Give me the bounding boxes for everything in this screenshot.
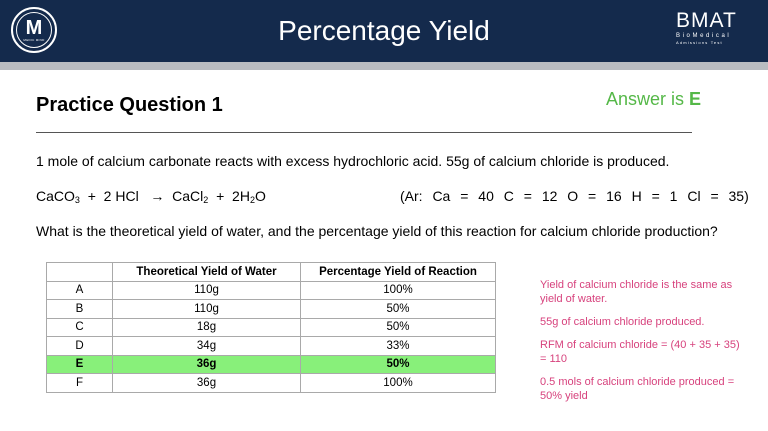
option-letter: D bbox=[47, 337, 113, 356]
percentage-yield: 50% bbox=[301, 318, 496, 337]
option-letter: E bbox=[47, 355, 113, 374]
atomic-masses: (Ar: Ca = 40 C = 12 O = 16 H = 1 Cl = 35) bbox=[400, 188, 749, 204]
theoretical-yield: 34g bbox=[113, 337, 301, 356]
product-1: CaCl$_2$ bbox=[172, 188, 209, 205]
table-header-row bbox=[47, 263, 496, 282]
plus-sign: + bbox=[216, 188, 225, 204]
table-row bbox=[47, 337, 496, 356]
option-letter: A bbox=[47, 281, 113, 300]
table-row-correct-answer bbox=[47, 355, 496, 374]
question-prompt: What is the theoretical yield of water, and the percentage yield of this reaction for calcium chloride production? bbox=[36, 223, 718, 239]
note-item: Yield of calcium chloride is the same as yield of water. bbox=[540, 279, 733, 305]
theoretical-yield: 36g bbox=[113, 374, 301, 393]
column-header: Theoretical Yield of Water bbox=[113, 263, 301, 282]
theoretical-yield: 18g bbox=[113, 318, 301, 337]
table-row bbox=[47, 281, 496, 300]
product-2: $2H_2O$ bbox=[232, 188, 266, 205]
column-header: Percentage Yield of Reaction bbox=[301, 263, 496, 282]
table-row bbox=[47, 318, 496, 337]
option-letter: F bbox=[47, 374, 113, 393]
option-letter: C bbox=[47, 318, 113, 337]
percentage-yield: 50% bbox=[301, 355, 496, 374]
table-row bbox=[47, 300, 496, 319]
answer-prefix: Answer is bbox=[606, 89, 685, 109]
column-header bbox=[47, 263, 113, 282]
percentage-yield: 100% bbox=[301, 374, 496, 393]
bmat-logo-main: BMAT bbox=[676, 9, 737, 32]
note-item: RFM of calcium chloride = (40 + 35 + 35) = 110 bbox=[540, 339, 740, 365]
table-row bbox=[47, 374, 496, 393]
title-divider bbox=[36, 132, 692, 133]
header-divider-strip bbox=[0, 62, 768, 70]
logo-letter: M bbox=[25, 17, 43, 39]
percentage-yield: 100% bbox=[301, 281, 496, 300]
bmat-logo-sub2: Admissions Test bbox=[676, 40, 723, 45]
plus-sign: + bbox=[87, 188, 96, 204]
answer-label bbox=[606, 88, 701, 110]
bmat-logo bbox=[676, 10, 760, 46]
reactant-2: 2 HCl bbox=[103, 188, 139, 204]
question-statement: 1 mole of calcium carbonate reacts with excess hydrochloric acid. 55g of calcium chloride is produced. bbox=[36, 153, 670, 169]
theoretical-yield: 110g bbox=[113, 281, 301, 300]
reactant-1: CaCO$_3$ bbox=[36, 188, 80, 205]
percentage-yield: 33% bbox=[301, 337, 496, 356]
note-item: 55g of calcium chloride produced. bbox=[540, 316, 705, 328]
theoretical-yield: 110g bbox=[113, 300, 301, 319]
answer-letter: E bbox=[689, 89, 702, 109]
percentage-yield: 50% bbox=[301, 300, 496, 319]
option-letter: B bbox=[47, 300, 113, 319]
bmat-logo-sub: BioMedical bbox=[676, 33, 732, 39]
options-table bbox=[46, 262, 496, 393]
header-bar bbox=[0, 0, 768, 62]
note-item: 0.5 mols of calcium chloride produced = 50% yield bbox=[540, 376, 735, 402]
logo-subtext: MEDIC MIND bbox=[23, 38, 45, 42]
theoretical-yield: 36g bbox=[113, 355, 301, 374]
slide-title: Percentage Yield bbox=[278, 15, 490, 46]
arrow-icon: → bbox=[150, 188, 165, 204]
question-title: Practice Question 1 bbox=[36, 94, 223, 116]
chemical-equation bbox=[36, 187, 266, 209]
explanation-notes bbox=[540, 278, 740, 412]
